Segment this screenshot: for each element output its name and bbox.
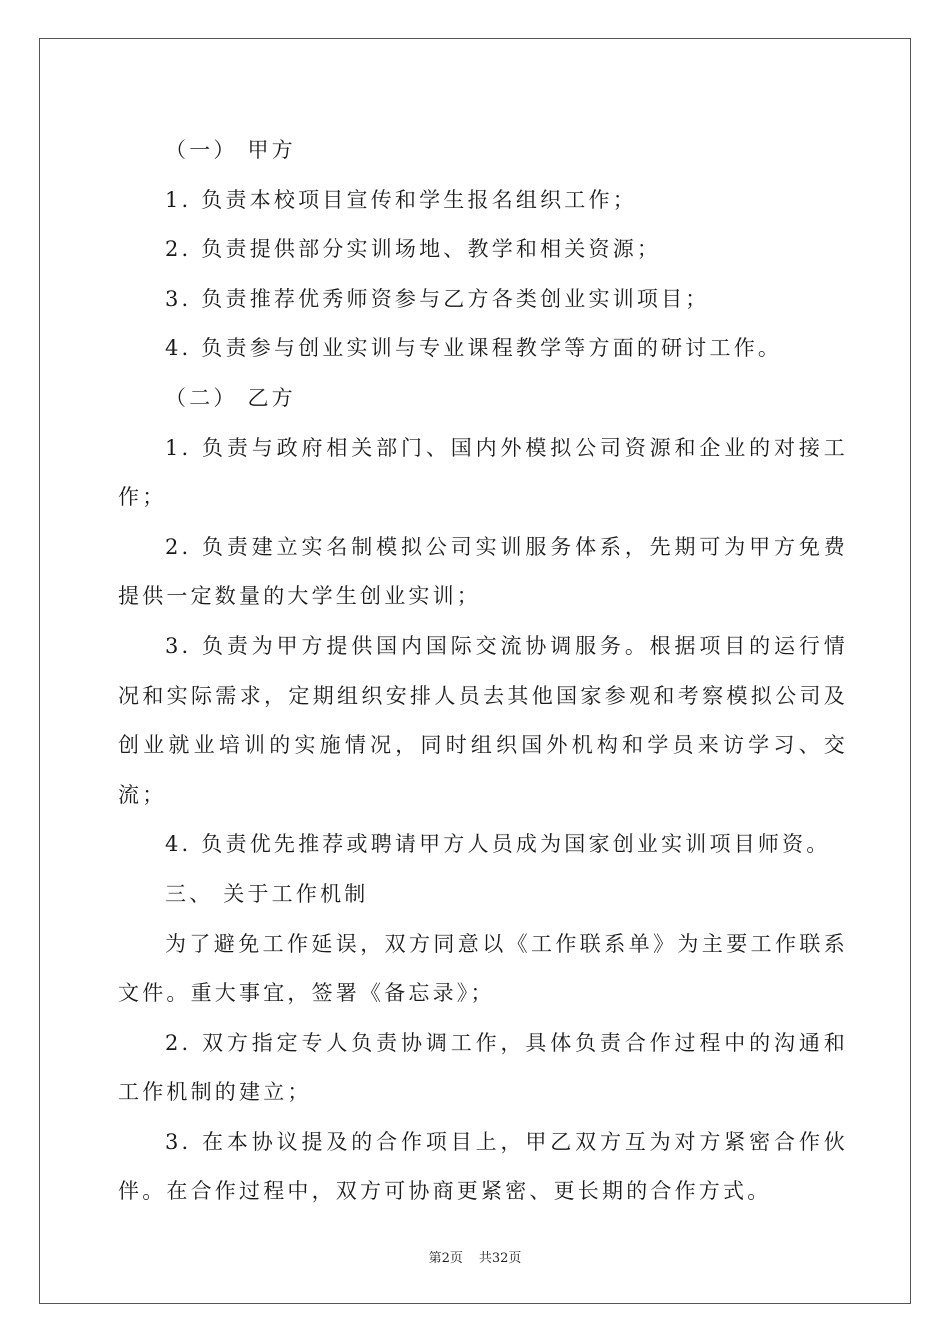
paragraph: 2. 双方指定专人负责协调工作，具体负责合作过程中的沟通和工作机制的建立； [118,1030,848,1105]
page-number: 第2页 [428,1251,463,1266]
paragraph: 1. 负责本校项目宣传和学生报名组织工作； [165,187,637,212]
paragraph: 3. 负责为甲方提供国内国际交流协调服务。根据项目的运行情况和实际需求，定期组织安排人员去其他国家参观和考察模拟公司及创业就业培训的实施情况，同时组织国外机构和学员来访学习、交流； [118,633,848,807]
paragraph: 1. 负责与政府相关部门、国内外模拟公司资源和企业的对接工作； [118,435,848,510]
page-footer [0,1247,950,1266]
paragraph: 为了避免工作延误，双方同意以《工作联系单》为主要工作联系文件。重大事宜，签署《备忘录》； [118,931,848,1006]
paragraph: 3. 在本协议提及的合作项目上，甲乙双方互为对方紧密合作伙伴。在合作过程中，双方可协商更紧密、更长期的合作方式。 [118,1129,848,1204]
paragraph: 2. 负责提供部分实训场地、教学和相关资源； [165,237,662,262]
paragraph: 2. 负责建立实名制模拟公司实训服务体系，先期可为甲方免费提供一定数量的大学生创业实训； [118,534,848,609]
page-total: 共32页 [478,1251,522,1266]
paragraph: 3. 负责推荐优秀师资参与乙方各类创业实训项目； [165,286,710,311]
section-heading-party-a: （一） 甲方 [165,138,296,162]
paragraph: 4. 负责参与创业实训与专业课程教学等方面的研讨工作。 [165,336,783,361]
section-heading-work-mechanism: 三、 关于工作机制 [165,881,369,906]
section-heading-party-b: （二） 乙方 [165,385,296,410]
document-body [118,126,848,1217]
paragraph: 4. 负责优先推荐或聘请甲方人员成为国家创业实训项目师资。 [165,832,831,857]
